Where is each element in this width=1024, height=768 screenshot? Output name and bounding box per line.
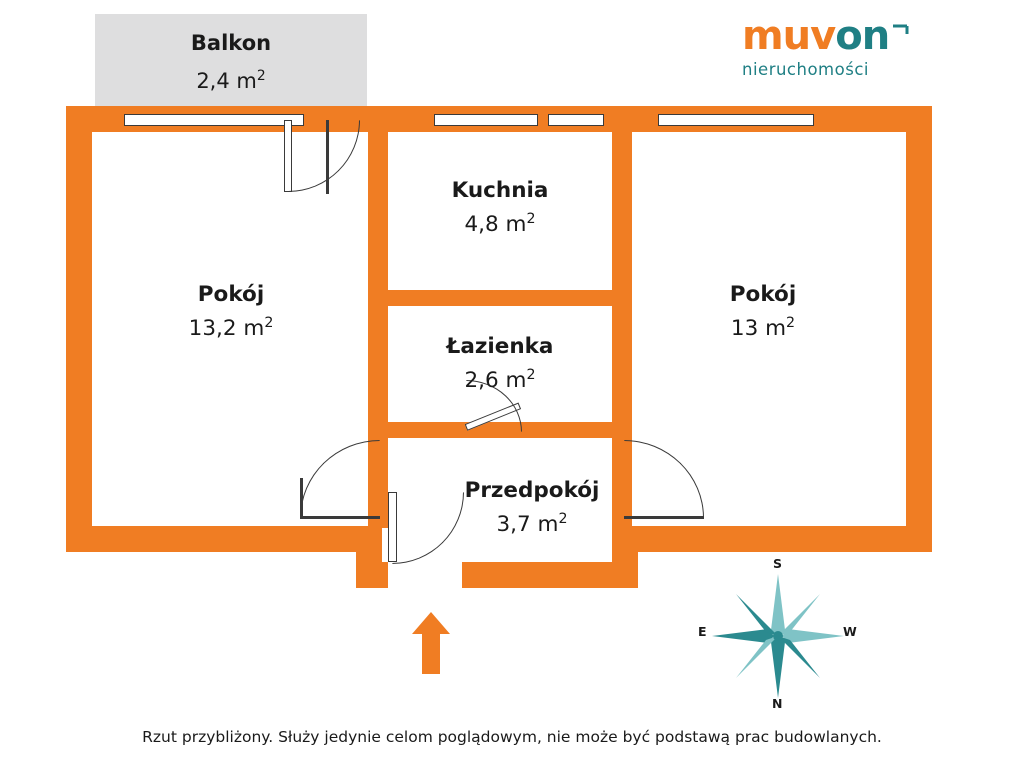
wall-right	[906, 106, 932, 552]
logo-wordmark	[742, 14, 912, 58]
room-label-pokoj-left	[116, 282, 346, 344]
brand-logo	[742, 14, 912, 86]
compass-label-north: N	[772, 696, 783, 711]
window-kitchen-left	[434, 114, 538, 126]
room-name: Łazienka	[446, 334, 554, 359]
room-area: 13,2 $m^2$	[188, 315, 274, 342]
arrow-right-icon	[892, 23, 910, 37]
balcony-area-value: 2,4 $m^2$	[196, 68, 266, 93]
disclaimer-text: Rzut przybliżony. Służy jedynie celom poglądowym, nie może być podstawą prac budowlanych.	[142, 728, 882, 746]
wall-interior-kitchen-bath	[368, 290, 632, 306]
wall-hall-bottom-right	[462, 562, 638, 588]
wall-left	[66, 106, 92, 552]
balcony-label: Balkon	[190, 31, 272, 55]
room-area: 2,6 $m^2$	[464, 367, 536, 394]
balcony-area	[95, 14, 367, 106]
room-label-kuchnia	[385, 178, 615, 240]
window-right-room	[658, 114, 814, 126]
door-jamb-left-room-v	[300, 478, 303, 518]
room-name: Pokój	[197, 282, 265, 307]
window-kitchen-right	[548, 114, 604, 126]
entrance-arrow-icon	[412, 612, 450, 674]
logo-wordmark-part1: muv	[742, 13, 836, 59]
wall-hall-bottom-left	[356, 562, 388, 588]
room-name: Przedpokój	[464, 478, 600, 503]
logo-wordmark-part2: on	[835, 13, 890, 59]
compass-label-east: E	[698, 624, 707, 639]
door-arc-left-room	[300, 440, 380, 518]
door-arc-balcony	[288, 120, 360, 192]
room-label-lazienka	[385, 334, 615, 396]
room-label-przedpokoj	[415, 478, 649, 540]
room-label-pokoj-right	[648, 282, 878, 344]
wall-bottom-left	[66, 526, 366, 552]
room-name: Kuchnia	[451, 178, 549, 203]
compass-label-west: W	[843, 624, 857, 639]
compass-rose-graphic	[692, 556, 864, 716]
compass-label-south: S	[773, 556, 783, 571]
room-area: 13 $m^2$	[730, 315, 796, 342]
compass-rose-icon	[692, 556, 864, 716]
logo-subtitle: nieruchomości	[742, 60, 869, 79]
door-jamb-left-room-h	[300, 516, 380, 519]
door-jamb-balcony	[326, 120, 329, 194]
room-area: 3,7 $m^2$	[496, 511, 568, 538]
wall-bottom-right	[632, 526, 932, 552]
room-name: Pokój	[729, 282, 797, 307]
room-area: 4,8 $m^2$	[464, 211, 536, 238]
window-left-room	[124, 114, 304, 126]
